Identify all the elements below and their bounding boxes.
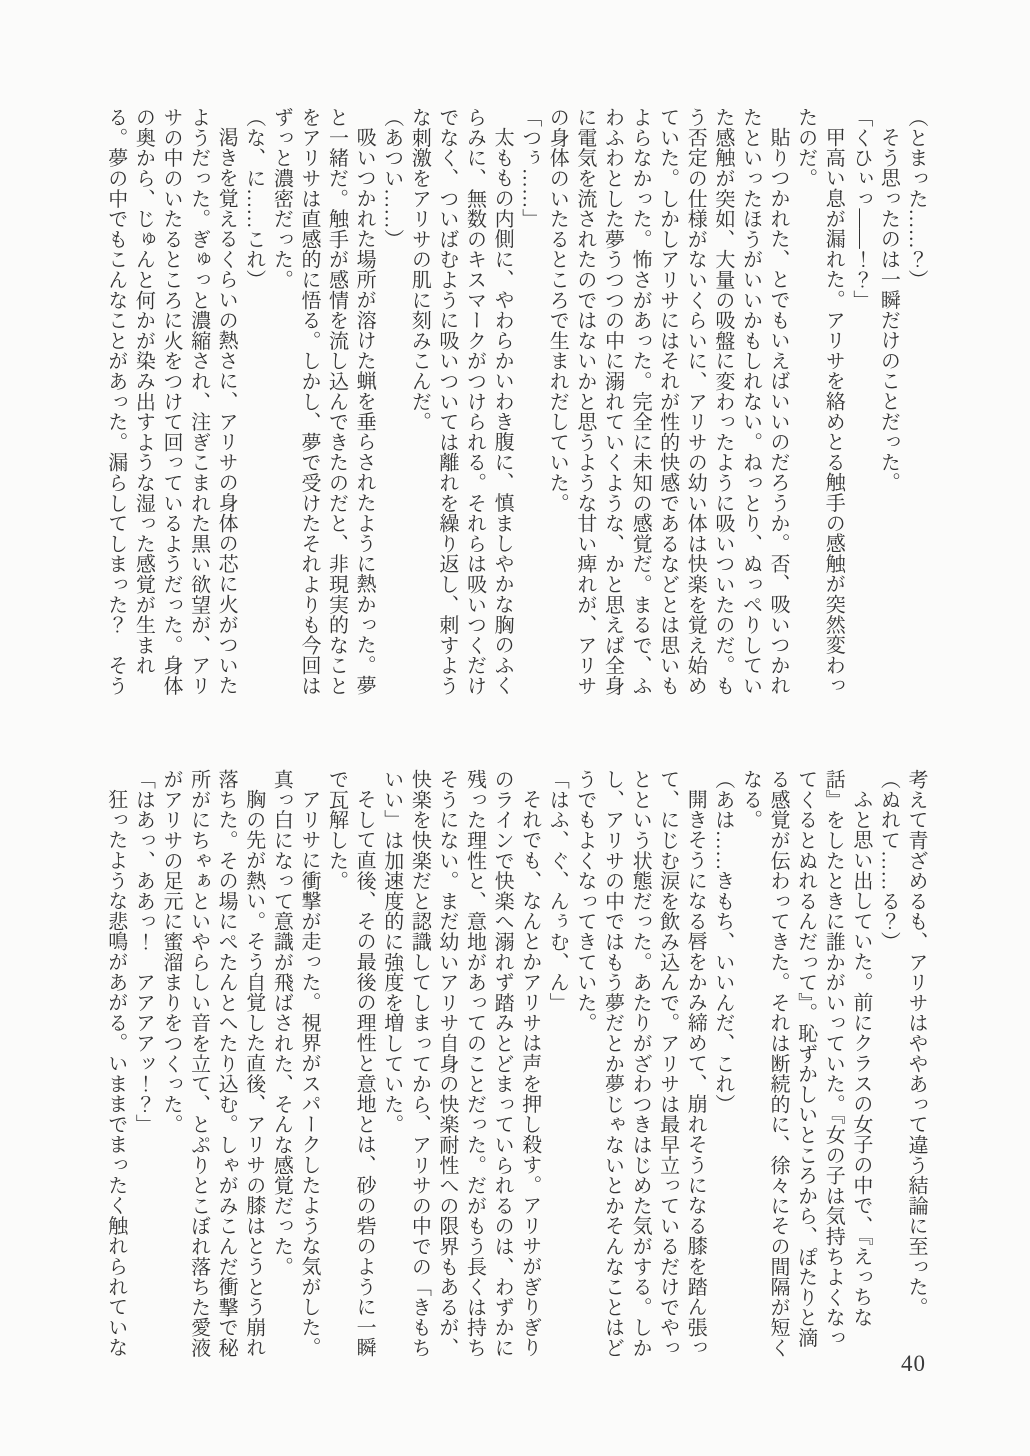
text-line: 狂ったような悲鳴があがる。いままでまったく触れられていな — [104, 789, 127, 1358]
text-line: よらなかった。怖さがあった。完全に未知の感覚だ。まるで、ふ — [629, 107, 652, 696]
text-line: の奥から、じゅんと何かが染み出すような湿った感覚が生まれ — [132, 107, 155, 676]
text-line: そうにない。まだ幼いアリサ自身の快楽耐性への限界もあるが、 — [435, 769, 458, 1358]
text-block-upper — [101, 107, 929, 725]
text-block-lower — [101, 769, 929, 1387]
text-line: 話』をしたときに誰かがいっていた。『女の子は気持ちよくなっ — [822, 769, 845, 1348]
page-number: 40 — [901, 1351, 926, 1376]
text-line: いい」は加速度的に強度を増していた。 — [380, 769, 403, 1135]
text-line: 吸いつかれた場所が溶けた蝋を垂らされたように熱かった。夢 — [353, 127, 376, 696]
text-line: そう思ったのは一瞬だけのことだった。 — [877, 127, 900, 493]
text-line: そして直後、その最後の理性と意地とは、砂の砦のように一瞬 — [353, 789, 376, 1358]
text-line: 快楽を快楽だと認識してしまってから、アリサの中での「きもち — [408, 769, 431, 1358]
text-line: 「つぅ……」 — [518, 107, 541, 229]
text-line: し、アリサの中ではもう夢だとか夢じゃないとかそんなことはど — [601, 769, 624, 1358]
text-line: た感触が突如、大量の吸盤に変わったように吸いついたのだ。も — [711, 107, 734, 696]
text-line: な刺激をアリサの肌に刻みこんだ。 — [408, 107, 431, 432]
text-line: の身体のいたるところで生まれだしていた。 — [546, 107, 569, 513]
text-line: 貼りつかれた、とでもいえばいいのだろうか。否、吸いつかれ — [767, 127, 790, 696]
text-line: と一緒だ。触手が感情を流し込んできたのだと、非現実的なこと — [325, 107, 348, 696]
text-line: をアリサは直感的に悟る。しかし、夢で受けたそれよりも今回は — [297, 107, 320, 696]
text-line: （ぬれて……る？） — [877, 769, 900, 952]
text-line: て、にじむ涙を飲み込んで。アリサは最早立っているだけでやっ — [656, 769, 679, 1358]
text-line: （あは……きもち、いいんだ、これ） — [711, 769, 734, 1115]
text-line: ていた。しかしアリサにはそれが性的快感であるなどとは思いも — [656, 107, 679, 696]
text-line: 甲高い息が漏れた。アリサを絡めとる触手の感触が突然変わっ — [822, 127, 845, 696]
text-line: うでもよくなってきていた。 — [573, 769, 596, 1033]
text-line: でなく、ついばむように吸いついては離れを繰り返し、刺すよう — [435, 107, 458, 696]
text-line: とという状態だった。あたりがざわつきはじめた気がする。しか — [629, 769, 652, 1358]
text-line: たといったほうがいいかもしれない。ねっとり、ぬっぺりしてい — [739, 107, 762, 696]
text-line: なる。 — [739, 769, 762, 830]
text-line: らみに、無数のキスマークがつけられる。それらは吸いつくだけ — [463, 107, 486, 696]
text-line: 胸の先が熱い。そう自覚した直後、アリサの膝はとうとう崩れ — [242, 789, 265, 1358]
text-line: 残った理性と、意地があってのことだった。だがもう長くは持ち — [463, 769, 486, 1358]
text-line: わふわとした夢うつつの中に溺れていくような、かと思えば全身 — [601, 107, 624, 696]
text-line: 真っ白になって意識が飛ばされた、そんな感覚だった。 — [270, 769, 293, 1277]
text-line: （あつい……） — [380, 107, 403, 250]
text-line: ずっと濃密だった。 — [270, 107, 293, 290]
text-line: 開きそうになる唇をかみ締めて、崩れそうになる膝を踏ん張っ — [684, 789, 707, 1358]
text-line: ふと思い出していた。前にクラスの女子の中で、『えっちな — [849, 789, 872, 1328]
text-line: 考えて青ざめるも、アリサはややあって違う結論に至った。 — [905, 769, 927, 1318]
text-line: る感覚が伝わってきた。それは断続的に、徐々にその間隔が短く — [767, 769, 790, 1358]
text-line: （な、に……これ） — [242, 107, 265, 290]
text-line: たのだ。 — [794, 107, 817, 189]
text-line: 「くひぃっ――！？」 — [849, 107, 872, 310]
text-line: 渇きを覚えるくらいの熱さに、アリサの身体の芯に火がついた — [215, 127, 238, 696]
text-line: ようだった。ぎゅっと濃縮され、注ぎこまれた黒い欲望が、アリ — [187, 107, 210, 696]
text-line: る。夢の中でもこんなことがあった。漏らしてしまった？ そう — [104, 107, 127, 696]
text-line: アリサに衝撃が走った。視界がスパークしたような気がした。 — [297, 789, 320, 1358]
text-line: サの中のいたるところに火をつけて回っているようだった。身体 — [159, 107, 182, 696]
text-line: のラインで快楽へ溺れず踏みとどまっていられるのは、わずかに — [491, 769, 514, 1358]
text-line: で瓦解した。 — [325, 769, 348, 891]
text-line: てくるとぬれるんだって』。恥ずかしいところから、ぽたりと滴 — [794, 769, 817, 1348]
text-line: に電気を流されたのではないかと思うような甘い痺れが、アリサ — [573, 107, 596, 696]
text-line: う否定の仕様がないくらいに、アリサの幼い体は快楽を覚え始め — [684, 107, 707, 696]
text-line: （とまった……？） — [905, 107, 927, 290]
text-line: がアリサの足元に蜜溜まりをつくった。 — [159, 769, 182, 1135]
text-line: 太ももの内側に、やわらかいわき腹に、慎ましやかな胸のふく — [491, 127, 514, 696]
text-line: 落ちた。その場にぺたんとへたり込む。しゃがみこんだ衝撃で秘 — [215, 769, 238, 1358]
text-line: 所がにちゃぁといやらしい音を立て、とぷりとこぼれ落ちた愛液 — [187, 769, 210, 1358]
text-line: 「はふ、ぐ、んぅむ、ん」 — [546, 769, 569, 1013]
text-line: それでも、なんとかアリサは声を押し殺す。アリサがぎりぎり — [518, 789, 541, 1358]
text-line: 「はあっ、ああっ！ アアアアッ！？」 — [132, 769, 155, 1135]
